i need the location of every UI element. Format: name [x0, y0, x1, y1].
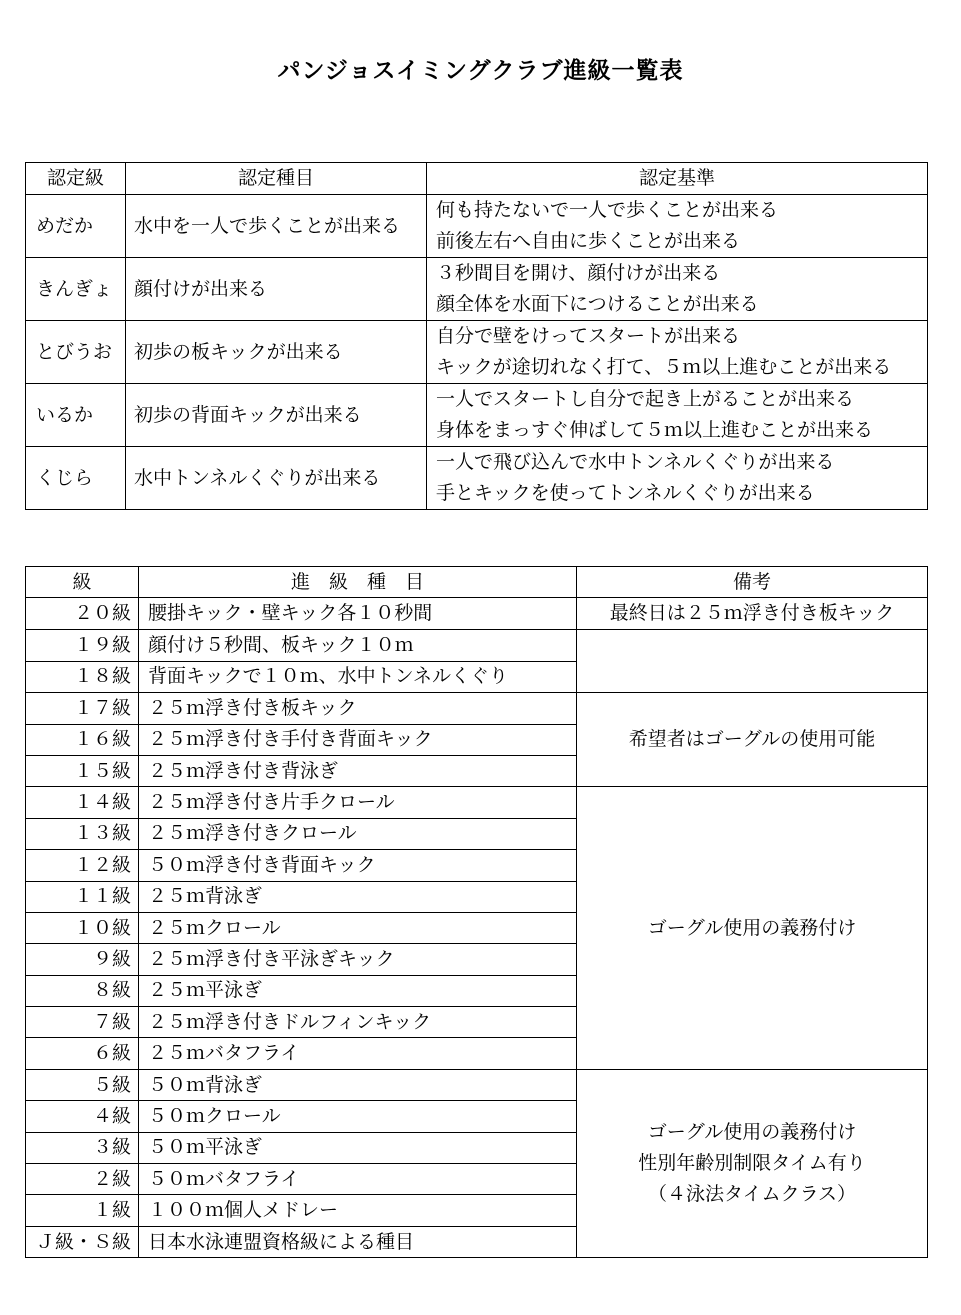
cert-criteria	[427, 384, 928, 447]
criteria-line: 自分で壁をけってスタートが出来る	[436, 325, 741, 347]
cert-level: めだか	[26, 195, 126, 258]
table-row	[26, 1069, 928, 1100]
grade-cell: １６級	[26, 724, 139, 755]
criteria-line: 身体をまっすぐ伸ばして５ｍ以上進むことが出来る	[436, 419, 874, 441]
criteria-line: ３秒間目を開け、顔付けが出来る	[436, 262, 721, 284]
event-cell: １００ｍ個人メドレー	[139, 1195, 577, 1226]
cert-item: 初歩の板キックが出来る	[126, 321, 427, 384]
grade-cell: １３級	[26, 818, 139, 849]
event-cell: ２５ｍ浮き付き平泳ぎキック	[139, 944, 577, 975]
cert-criteria	[427, 321, 928, 384]
grade-cell: １級	[26, 1195, 139, 1226]
page-title: パンジョスイミングクラブ進級一覧表	[277, 58, 684, 84]
event-cell: ２５ｍ浮き付きクロール	[139, 818, 577, 849]
grade-cell: １４級	[26, 787, 139, 818]
remark-cell	[577, 1069, 928, 1257]
column-header: 認定種目	[126, 163, 427, 195]
event-cell: 背面キックで１０ｍ、水中トンネルくぐり	[139, 661, 577, 692]
remark-cell	[577, 598, 928, 630]
cert-item: 水中を一人で歩くことが出来る	[126, 195, 427, 258]
column-header: 認定級	[26, 163, 126, 195]
remark-line: 希望者はゴーグルの使用可能	[628, 728, 876, 751]
grade-cell: ６級	[26, 1038, 139, 1069]
cert-item: 初歩の背面キックが出来る	[126, 384, 427, 447]
remark-line: 最終日は２５ｍ浮き付き板キック	[609, 602, 895, 625]
grade-table	[25, 566, 928, 1258]
event-cell: ５０ｍ平泳ぎ	[139, 1132, 577, 1163]
grade-cell: ２級	[26, 1164, 139, 1195]
table-row	[26, 258, 928, 321]
grade-cell: ４級	[26, 1101, 139, 1132]
certification-header-row	[26, 163, 928, 195]
cert-level: くじら	[26, 447, 126, 510]
remark-line: 性別年齢別制限タイム有り	[638, 1152, 866, 1175]
table-row	[26, 787, 928, 818]
criteria-line: 前後左右へ自由に歩くことが出来る	[436, 230, 741, 252]
cert-level: とびうお	[26, 321, 126, 384]
column-header: 進 級 種 目	[139, 567, 577, 598]
grade-cell: １９級	[26, 630, 139, 661]
criteria-line: キックが途切れなく打て、５ｍ以上進むことが出来る	[436, 356, 892, 378]
table-row	[26, 630, 928, 661]
grade-cell: １８級	[26, 661, 139, 692]
table-row	[26, 598, 928, 630]
event-cell: ５０ｍ浮き付き背面キック	[139, 850, 577, 881]
column-header: 認定基準	[427, 163, 928, 195]
table-row	[26, 321, 928, 384]
column-header: 備考	[577, 567, 928, 598]
event-cell: ２５ｍ背泳ぎ	[139, 881, 577, 912]
event-cell: ２５ｍ浮き付き板キック	[139, 693, 577, 724]
table-row	[26, 384, 928, 447]
event-cell: ５０ｍ背泳ぎ	[139, 1069, 577, 1100]
grade-cell: １０級	[26, 912, 139, 943]
remark-cell	[577, 787, 928, 1070]
certification-table	[25, 162, 928, 510]
event-cell: ２５ｍ浮き付き片手クロール	[139, 787, 577, 818]
criteria-line: 手とキックを使ってトンネルくぐりが出来る	[436, 482, 815, 504]
cert-criteria	[427, 258, 928, 321]
event-cell: ５０ｍバタフライ	[139, 1164, 577, 1195]
grade-cell: ９級	[26, 944, 139, 975]
event-cell: 顔付け５秒間、板キック１０ｍ	[139, 630, 577, 661]
cert-criteria	[427, 195, 928, 258]
event-cell: ２５ｍ浮き付き手付き背面キック	[139, 724, 577, 755]
cert-criteria	[427, 447, 928, 510]
criteria-line: 一人で飛び込んで水中トンネルくぐりが出来る	[436, 451, 835, 473]
grade-cell: ３級	[26, 1132, 139, 1163]
table-row	[26, 195, 928, 258]
grade-cell: ７級	[26, 1007, 139, 1038]
event-cell: ５０ｍクロール	[139, 1101, 577, 1132]
event-cell: ２５ｍクロール	[139, 912, 577, 943]
column-header: 級	[26, 567, 139, 598]
grade-cell: ５級	[26, 1069, 139, 1100]
event-cell: 腰掛キック・壁キック各１０秒間	[139, 598, 577, 630]
grade-header-row	[26, 567, 928, 598]
remark-line: ゴーグル使用の義務付け	[647, 916, 857, 939]
grade-cell: １１級	[26, 881, 139, 912]
event-cell: ２５ｍバタフライ	[139, 1038, 577, 1069]
event-cell: ２５ｍ浮き付きドルフィンキック	[139, 1007, 577, 1038]
table-row	[26, 447, 928, 510]
event-cell: ２５ｍ平泳ぎ	[139, 975, 577, 1006]
event-cell: ２５ｍ浮き付き背泳ぎ	[139, 755, 577, 786]
grade-cell: １２級	[26, 850, 139, 881]
grade-cell: １７級	[26, 693, 139, 724]
grade-cell: Ｊ級・Ｓ級	[26, 1226, 139, 1257]
event-cell: 日本水泳連盟資格級による種目	[139, 1226, 577, 1257]
criteria-line: 一人でスタートし自分で起き上がることが出来る	[436, 388, 855, 410]
grade-cell: １５級	[26, 755, 139, 786]
remark-line: ゴーグル使用の義務付け	[647, 1121, 857, 1144]
remark-line: （４泳法タイムクラス）	[647, 1183, 857, 1206]
grade-cell: ８級	[26, 975, 139, 1006]
grade-cell: ２０級	[26, 598, 139, 630]
table-row	[26, 693, 928, 724]
cert-item: 水中トンネルくぐりが出来る	[126, 447, 427, 510]
cert-level: きんぎょ	[26, 258, 126, 321]
criteria-line: 何も持たないで一人で歩くことが出来る	[436, 199, 779, 221]
cert-level: いるか	[26, 384, 126, 447]
remark-cell	[577, 693, 928, 787]
remark-cell	[577, 630, 928, 693]
criteria-line: 顔全体を水面下につけることが出来る	[436, 293, 759, 315]
cert-item: 顔付けが出来る	[126, 258, 427, 321]
